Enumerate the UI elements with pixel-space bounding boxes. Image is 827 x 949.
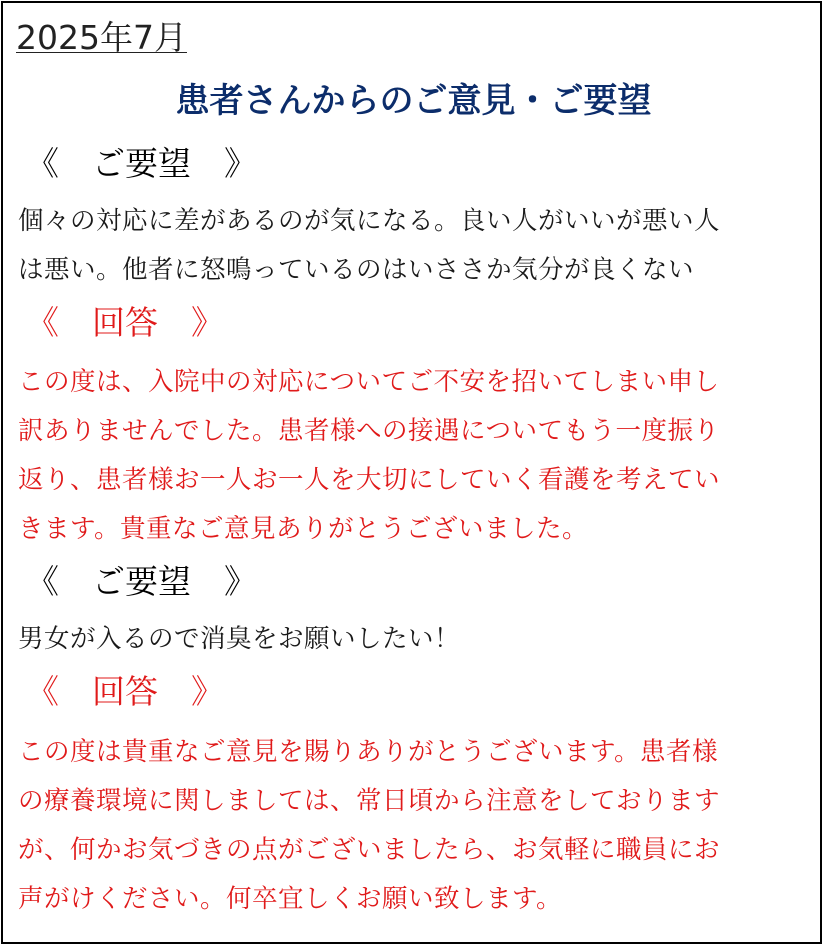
answer-2-line-4: 声がけください。何卒宜しくお願い致します。	[18, 884, 562, 914]
request-heading-2: 《 ご要望 》	[26, 562, 257, 601]
answer-1-line-1: この度は、入院中の対応についてご不安を招いてしまい申し	[18, 367, 720, 397]
date-label: 2025年7月	[16, 18, 187, 57]
answer-heading-2: 《 回答 》	[26, 672, 224, 711]
request-1-line-2: は悪い。他者に怒鳴っているのはいささか気分が良くない	[18, 255, 695, 285]
answer-1-line-3: 返り、患者様お一人お一人を大切にしていく看護を考えてい	[18, 465, 721, 495]
page-title: 患者さんからのご意見・ご要望	[175, 81, 652, 121]
request-heading-1: 《 ご要望 》	[26, 144, 257, 183]
answer-2-line-1: この度は貴重なご意見を賜りありがとうございます。患者様	[18, 737, 718, 767]
answer-text-1	[18, 358, 818, 554]
request-text-1	[18, 197, 818, 295]
answer-2-line-2: の療養環境に関しましては、常日頃から注意をしております	[18, 786, 721, 816]
request-2-line-1: 男女が入るので消臭をお願いしたい！	[18, 624, 461, 654]
request-1-line-1: 個々の対応に差があるのが気になる。良い人がいいが悪い人	[18, 206, 721, 236]
answer-heading-1: 《 回答 》	[26, 303, 224, 342]
request-text-2	[18, 615, 818, 664]
answer-1-line-4: きます。貴重なご意見ありがとうございました。	[18, 514, 588, 544]
answer-text-2	[18, 728, 818, 924]
answer-2-line-3: が、何かお気づきの点がございましたら、お気軽に職員にお	[18, 835, 721, 865]
answer-1-line-2: 訳ありませんでした。患者様への接遇についてもう一度振り	[18, 416, 720, 446]
